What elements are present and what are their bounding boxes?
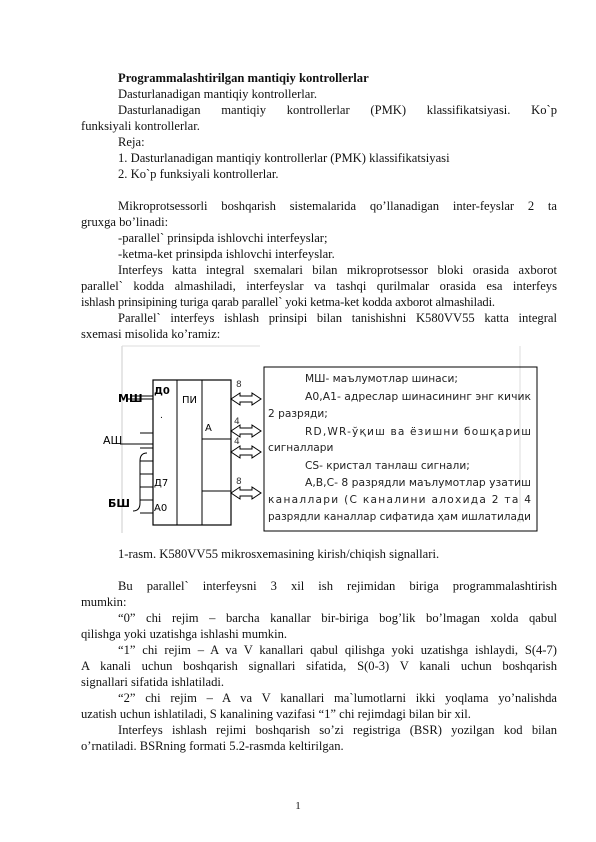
paragraph-line: Parallel` interfeys ishlash prinsipi bilan tanishishni K580VV55 katta integral <box>118 311 557 325</box>
paragraph-line: funksiyali kontrollerlar. <box>81 119 200 133</box>
paragraph-line: “0” chi rejim – barcha kanallar bir-biriga bog’lik bo’lmagan xolda qabul <box>118 611 557 625</box>
legend-line: разрядли каналлар сифатида ҳам ишлатилади <box>268 511 531 523</box>
paragraph-line: gruxga bo’linadi: <box>81 215 169 229</box>
legend-line: RD,WR-ўқиш ва ёзишни бошқариш <box>305 426 531 438</box>
chip-diagram <box>100 343 540 533</box>
legend-line: 2 разряди; <box>268 408 328 420</box>
legend-line: А0,А1- адреслар шинасининг энг кичик <box>305 391 532 403</box>
label-ash: АШ <box>103 434 123 447</box>
paragraph-line: mumkin: <box>81 595 127 609</box>
label-a: А <box>205 423 212 434</box>
legend-line: А,В,С- 8 разрядли маълумотлар узатиш <box>305 477 531 489</box>
paragraph-line: ishlash prinsipining turiga qarab parallel` yoki ketma-ket kodda axborot almashiladi. <box>81 295 495 309</box>
paragraph-line: “1” chi rejim – A va V kanallari qabul qilishga yoki uzatishga ishlaydi, S(4-7) <box>118 643 557 657</box>
list-item: -parallel` prinsipda ishlovchi interfeyslar; <box>118 231 328 245</box>
legend-line: МШ- маълумотлар шинаси; <box>305 373 458 385</box>
paragraph-line: Interfeys ishlash rejimi boshqarish so’zi registriga (BSR) yozilgan kod bilan <box>118 723 557 737</box>
svg-text:.: . <box>160 411 163 421</box>
paragraph-line: Dasturlanadigan mantiqiy kontrollerlar. <box>118 87 317 101</box>
label-4-a: 4 <box>234 417 240 427</box>
paragraph-line: sxemasi misolida ko’ramiz: <box>81 327 221 341</box>
plan-item: 2. Ko`p funksiyali kontrollerlar. <box>118 167 279 181</box>
label-a0: А0 <box>154 503 168 514</box>
list-item: -ketma-ket prinsipda ishlovchi interfeyslar. <box>118 247 335 261</box>
paragraph-line: “2” chi rejim – A va V kanallari ma`lumotlarni ikki yoqlama yo’nalishda <box>118 691 557 705</box>
legend-line: каналлари (С каналини алохида 2 та 4 <box>268 494 531 506</box>
label-d0: Д0 <box>154 386 170 397</box>
label-8-a: 8 <box>236 380 242 390</box>
paragraph-line: uzatish uchun ishlatiladi, S kanalining vazifasi “1” chi rejimdagi bilan bir xil. <box>81 707 471 721</box>
label-d7: Д7 <box>154 478 169 489</box>
figure-caption: 1-rasm. K580VV55 mikrosxemasining kirish/chiqish signallari. <box>118 547 440 561</box>
legend-line: CS- кристал танлаш сигнали; <box>305 460 470 472</box>
plan-item: 1. Dasturlanadigan mantiqiy kontrollerlar (PMK) klassifikatsiyasi <box>118 151 450 165</box>
figure-k580vv55 <box>100 343 540 533</box>
paragraph-line: Mikroprotsessorli boshqarish sistemalarida qo’llanadigan inter-feyslar 2 ta <box>118 199 557 213</box>
label-4-b: 4 <box>234 437 240 447</box>
paragraph-line: A kanali uchun boshqarish signallari sifatida, S(0-3) V kanali uchun boshqarish <box>81 659 557 673</box>
label-msh: МШ <box>118 392 143 405</box>
legend-line: сигналлари <box>268 442 334 454</box>
paragraph-line: Bu parallel` interfeysni 3 xil ish rejimidan biriga programmalashtirish <box>118 579 557 593</box>
document-title: Programmalashtirilgan mantiqiy kontrollerlar <box>118 71 369 85</box>
label-bsh: БШ <box>108 497 130 510</box>
paragraph-line: signallari sifatida ishlatiladi. <box>81 675 225 689</box>
paragraph-line: Interfeys katta integral sxemalari bilan mikroprotsessor bloki orasida axborot <box>118 263 557 277</box>
paragraph-line: Dasturlanadigan mantiqiy kontrollerlar (PMK) klassifikatsiyasi. Ko`p <box>118 103 557 117</box>
label-8-b: 8 <box>236 477 242 487</box>
label-pi: ПИ <box>182 395 197 406</box>
plan-heading: Reja: <box>118 135 145 149</box>
page-number: 1 <box>295 800 301 812</box>
paragraph-line: qilishga yoki uzatishga ishlashi mumkin. <box>81 627 288 641</box>
paragraph-line: o’rnatiladi. BSRning formati 5.2-rasmda keltirilgan. <box>81 739 344 753</box>
paragraph-line: parallel` kodda almashiladi, interfeyslar va tashqi qurilmalar orasida esa interfeys <box>81 279 557 293</box>
